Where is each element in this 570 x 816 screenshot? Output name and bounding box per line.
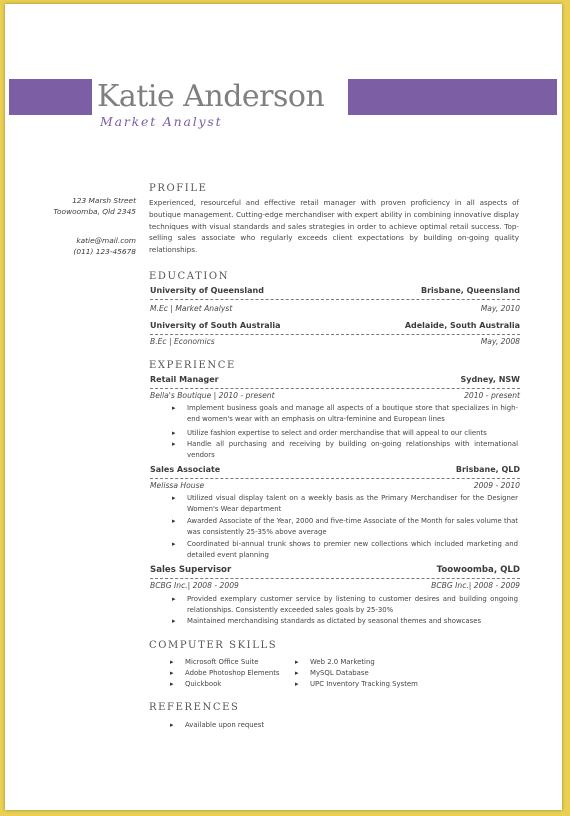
profile-text: Experienced, resourceful and effective retail manager with proven proficiency in all aspects of boutique management. Cutting-edge merchandiser with expert ability in combining innovative display techniques with visual standards and sales strategies in order to achieve optimal retail success. Top-selling sales associate who regularly exceeds client expectations by building on-going quality relationships. [149, 198, 519, 255]
education-heading: EDUCATION [149, 271, 230, 282]
contact-phone: (011) 123-45678 [73, 247, 136, 256]
education-row [150, 321, 520, 335]
job-bullet: ▸ Utilize fashion expertise to select and order merchandise that will appeal to our clients [187, 428, 518, 439]
profile-heading: PROFILE [149, 183, 208, 194]
contact-city: Toowoomba, Qld 2345 [53, 207, 136, 216]
job-bullet: ▸ Utilized visual display talent on a weekly basis as the Primary Merchandiser for the Designer Women's Wear department [187, 493, 518, 514]
experience-heading: EXPERIENCE [149, 360, 236, 371]
job-bullet: ▸ Maintained merchandising standards as dictated by seasonal themes and showcases [187, 616, 518, 627]
skill-item: ▸ Microsoft Office Suite [185, 657, 258, 668]
header-accent-band-left [9, 79, 92, 115]
degree-date: May, 2010 [480, 304, 520, 313]
contact-street: 123 Marsh Street [72, 196, 136, 205]
job-role: Sales Supervisor [150, 565, 232, 575]
job-location: Sydney, NSW [460, 375, 520, 384]
skills-heading: COMPUTER SKILLS [149, 640, 278, 651]
job-date: 2009 - 2010 [473, 481, 520, 490]
skill-item: ▸ MySQL Database [310, 668, 369, 679]
skill-item: ▸ Quickbook [185, 679, 221, 690]
candidate-name: Katie Anderson [97, 79, 325, 114]
header-accent-band-right [348, 79, 557, 115]
school-name: University of South Australia [150, 321, 281, 330]
contact-email[interactable]: katie@mail.com [76, 236, 136, 245]
references-heading: REFERENCES [149, 702, 240, 713]
degree-name: M.Ec | Market Analyst [150, 304, 233, 313]
job-company-row [150, 581, 520, 592]
job-company: Melissa House [150, 481, 205, 490]
job-date: 2010 - present [464, 391, 520, 400]
job-company-row [150, 481, 520, 492]
reference-item: ▸ Available upon request [185, 720, 264, 731]
skill-item: ▸ UPC Inventory Tracking System [310, 679, 418, 690]
job-company: Bella's Boutique | 2010 - present [150, 391, 275, 400]
resume-page [5, 4, 562, 810]
job-role: Sales Associate [150, 465, 221, 474]
job-location: Brisbane, QLD [455, 465, 520, 474]
school-location: Adelaide, South Australia [404, 321, 520, 330]
school-name: University of Queensland [150, 286, 264, 295]
degree-name: B.Ec | Economics [150, 337, 215, 346]
degree-row [150, 337, 520, 348]
job-company: BCBG Inc.| 2008 - 2009 [150, 581, 239, 590]
job-bullet: ▸ Handle all purchasing and receiving by building on-going relationships with international vendors [187, 439, 518, 460]
degree-date: May, 2008 [480, 337, 520, 346]
education-row [150, 286, 520, 300]
degree-row [150, 304, 520, 315]
job-date: BCBG Inc.| 2008 - 2009 [431, 581, 520, 590]
job-bullet: ▸ Coordinated bi-annual trunk shows to premier new collections which included marketing and detailed event planning [187, 539, 518, 560]
job-location: Toowoomba, QLD [436, 565, 520, 575]
skill-item: ▸ Web 2.0 Marketing [310, 657, 375, 668]
job-role: Retail Manager [150, 375, 219, 384]
candidate-title: Market Analyst [100, 114, 223, 129]
job-bullet: ▸ Implement business goals and manage all aspects of a boutique store that specializes in high-end women's wear with an emphasis on ultra-feminine and European lines [187, 403, 518, 424]
school-location: Brisbane, Queensland [421, 286, 520, 295]
job-bullet: ▸ Provided exemplary customer service by listening to customer desires and building ongoing relationships. Consistently exceeded sales goals by 25-30% [187, 594, 518, 615]
job-row [150, 465, 520, 479]
skill-item: ▸ Adobe Photoshop Elements [185, 668, 280, 679]
job-row [150, 565, 520, 579]
job-bullet: ▸ Awarded Associate of the Year, 2000 and five-time Associate of the Month for sales volume that was consistently 25-35% above average [187, 516, 518, 537]
job-row [150, 375, 520, 389]
job-company-row [150, 391, 520, 402]
